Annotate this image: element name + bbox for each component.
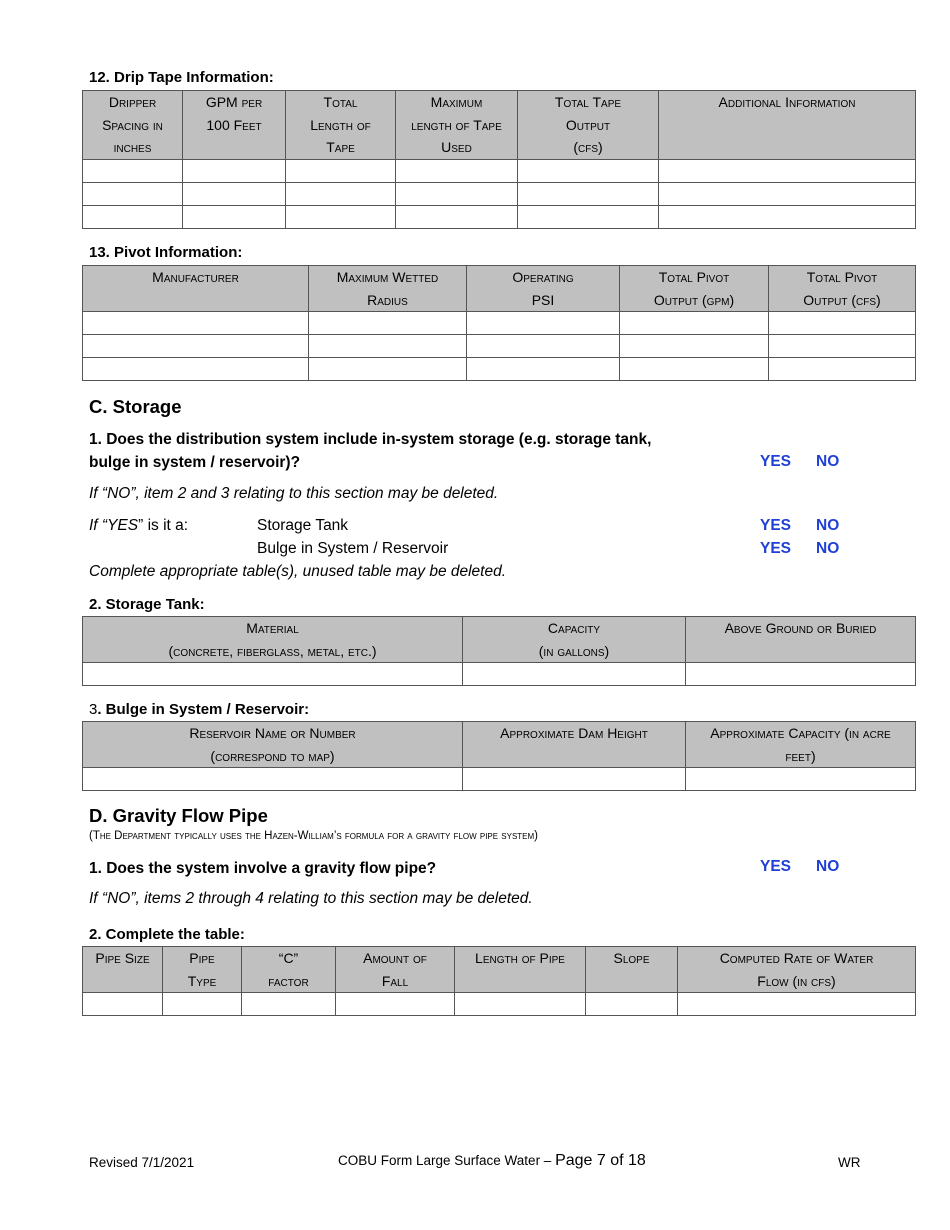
col-header-line: Operating	[512, 269, 574, 285]
drip-tape-col-header-1	[83, 91, 183, 160]
storage-q1-no-option[interactable]: NO	[816, 453, 840, 470]
col-header-line: Material	[246, 620, 299, 636]
gravity-section-title: D. Gravity Flow Pipe	[89, 805, 268, 826]
table-cell[interactable]	[518, 182, 659, 205]
table-row	[83, 993, 916, 1016]
col-header-line: Type	[187, 972, 217, 989]
gravity-col-header-4	[336, 947, 455, 993]
table-cell[interactable]	[463, 768, 686, 791]
footer-page-number: Page 7 of 18	[555, 1152, 646, 1169]
drip-tape-col-header-4	[396, 91, 518, 160]
table-cell[interactable]	[463, 663, 686, 686]
table-cell[interactable]	[83, 312, 309, 335]
table-cell[interactable]	[396, 159, 518, 182]
table-cell[interactable]	[678, 993, 916, 1016]
storage-tank-no-option[interactable]: NO	[816, 517, 840, 534]
storage-question-1	[89, 429, 651, 474]
gravity-col-header-3	[242, 947, 336, 993]
col-header-line: Total Tape	[554, 94, 622, 110]
col-header-line: Capacity	[547, 620, 601, 636]
col-header-line: Length of	[310, 116, 371, 133]
col-header-line: (in gallons)	[538, 642, 610, 659]
bulge-no-option[interactable]: NO	[816, 540, 840, 557]
table-cell[interactable]	[286, 205, 396, 228]
table-row	[83, 358, 916, 381]
bulge-yes-option[interactable]: YES	[760, 540, 792, 557]
col-header-line: (concrete, fiberglass, metal, etc.)	[168, 642, 377, 659]
if-yes-italic: If “YES	[89, 517, 139, 534]
complete-table-note: Complete appropriate table(s), unused table may be deleted.	[89, 563, 507, 580]
storage-question-1-line2: bulge in system / reservoir)?	[89, 453, 301, 471]
storage-tank-col-header-1	[83, 617, 463, 663]
col-header-line: Pipe	[189, 950, 215, 966]
drip-tape-col-header-6	[659, 91, 916, 160]
gravity-col-header-7	[678, 947, 916, 993]
table-cell[interactable]	[309, 335, 467, 358]
table-cell[interactable]	[467, 335, 620, 358]
col-header-line: (correspond to map)	[210, 747, 335, 764]
storage-tank-yes-option[interactable]: YES	[760, 517, 792, 534]
col-header-line: Output (cfs)	[803, 291, 881, 308]
table-cell[interactable]	[620, 358, 769, 381]
gravity-table-heading: 2. Complete the table:	[89, 926, 245, 943]
bulge-table	[82, 721, 916, 791]
table-cell[interactable]	[586, 993, 678, 1016]
table-cell[interactable]	[286, 159, 396, 182]
col-header-line: PSI	[531, 291, 555, 308]
storage-question-1-line1: 1. Does the distribution system include in-system storage (e.g. storage tank,	[89, 431, 652, 448]
gravity-table	[82, 946, 916, 1016]
table-cell[interactable]	[620, 335, 769, 358]
gravity-question-1: 1. Does the system involve a gravity flow pipe?	[89, 860, 437, 877]
table-cell[interactable]	[620, 312, 769, 335]
table-cell[interactable]	[396, 205, 518, 228]
table-row	[83, 768, 916, 791]
footer-code: WR	[838, 1155, 861, 1170]
col-header-line: length of Tape	[411, 116, 502, 133]
table-row	[83, 335, 916, 358]
drip-tape-col-header-5	[518, 91, 659, 160]
pivot-heading: 13. Pivot Information:	[89, 244, 243, 261]
option-storage-tank: Storage Tank	[257, 517, 349, 534]
gravity-col-header-6	[586, 947, 678, 993]
col-header-line: inches	[113, 139, 152, 155]
bulge-heading-text: . Bulge in System / Reservoir:	[97, 701, 310, 718]
col-header-line: Amount of	[363, 950, 427, 966]
if-yes-label	[89, 517, 188, 535]
col-header-line: Radius	[367, 291, 408, 308]
table-cell[interactable]	[659, 205, 916, 228]
col-header-line: Total Pivot	[658, 269, 730, 285]
table-cell[interactable]	[83, 768, 463, 791]
table-cell[interactable]	[183, 182, 286, 205]
bulge-col-header-1	[83, 722, 463, 768]
col-header-line: Above Ground or Buried	[724, 620, 877, 636]
col-header-line: Slope	[613, 950, 650, 966]
col-header-line: GPM per	[205, 94, 263, 110]
table-cell[interactable]	[518, 159, 659, 182]
drip-tape-heading: 12. Drip Tape Information:	[89, 69, 274, 86]
col-header-line: Manufacturer	[152, 269, 239, 285]
table-cell[interactable]	[83, 358, 309, 381]
col-header-line: Flow (in cfs)	[757, 972, 836, 989]
table-cell[interactable]	[83, 159, 183, 182]
table-cell[interactable]	[686, 768, 916, 791]
footer-form	[338, 1152, 646, 1170]
col-header-line: (cfs)	[573, 139, 603, 155]
table-cell[interactable]	[183, 159, 286, 182]
table-cell[interactable]	[659, 159, 916, 182]
pivot-col-header-3	[467, 266, 620, 312]
table-cell[interactable]	[286, 182, 396, 205]
storage-tank-col-header-3	[686, 617, 916, 663]
col-header-line: Additional Information	[718, 94, 856, 110]
table-cell[interactable]	[83, 663, 463, 686]
bulge-col-header-2	[463, 722, 686, 768]
footer-revised: Revised 7/1/2021	[89, 1155, 195, 1170]
bulge-heading-number: 3	[89, 701, 98, 718]
pivot-header-row	[83, 266, 916, 312]
table-cell[interactable]	[396, 182, 518, 205]
col-header-line: Fall	[381, 972, 409, 989]
table-cell[interactable]	[659, 182, 916, 205]
table-cell[interactable]	[336, 993, 455, 1016]
col-header-line: Pipe Size	[95, 950, 150, 966]
col-header-line: Computed Rate of Water	[719, 950, 874, 966]
storage-q1-yes-option[interactable]: YES	[760, 453, 792, 470]
bulge-header-row	[83, 722, 916, 768]
gravity-col-header-1	[83, 947, 163, 993]
table-cell[interactable]	[467, 358, 620, 381]
col-header-line: Maximum Wetted	[336, 269, 439, 285]
pivot-col-header-5	[769, 266, 916, 312]
table-cell[interactable]	[769, 335, 916, 358]
table-cell[interactable]	[83, 993, 163, 1016]
if-yes-rest: ” is it a:	[138, 517, 189, 534]
table-row	[83, 663, 916, 686]
table-row	[83, 182, 916, 205]
storage-tank-col-header-2	[463, 617, 686, 663]
table-cell[interactable]	[83, 335, 309, 358]
gravity-header-row	[83, 947, 916, 993]
drip-tape-table	[82, 90, 916, 229]
col-header-line: Total	[323, 94, 358, 110]
col-header-line: Length of Pipe	[475, 950, 565, 966]
col-header-line: Approximate Dam Height	[500, 725, 648, 741]
pivot-table	[82, 265, 916, 381]
col-header-line: Reservoir Name or Number	[189, 725, 356, 741]
col-header-line: Used	[441, 139, 472, 155]
col-header-line: Total Pivot	[806, 269, 878, 285]
col-header-line: 100 Feet	[206, 116, 262, 133]
table-cell[interactable]	[686, 663, 916, 686]
table-cell[interactable]	[518, 205, 659, 228]
gravity-col-header-2	[163, 947, 242, 993]
gravity-col-header-5	[455, 947, 586, 993]
gravity-no-note: If “NO”, items 2 through 4 relating to this section may be deleted.	[89, 890, 533, 907]
col-header-line: Dripper	[108, 94, 157, 110]
storage-no-note: If “NO”, item 2 and 3 relating to this section may be deleted.	[89, 485, 499, 502]
col-header-line: Tape	[326, 139, 355, 155]
gravity-subtitle: (The Department typically uses the Hazen-William’s formula for a gravity flow pipe system)	[89, 830, 539, 842]
col-header-line: factor	[268, 972, 309, 989]
col-header-line: Output (gpm)	[653, 291, 735, 308]
storage-section-title: C. Storage	[89, 396, 182, 417]
option-bulge: Bulge in System / Reservoir	[257, 540, 449, 557]
table-cell[interactable]	[83, 205, 183, 228]
col-header-line: Spacing in	[102, 116, 163, 133]
gravity-yes-option[interactable]: YES	[760, 858, 792, 875]
table-cell[interactable]	[309, 312, 467, 335]
col-header-line: Maximum	[430, 94, 483, 110]
table-cell[interactable]	[769, 358, 916, 381]
table-row	[83, 205, 916, 228]
pivot-col-header-1	[83, 266, 309, 312]
table-cell[interactable]	[467, 312, 620, 335]
col-header-line: feet)	[785, 747, 816, 764]
table-cell[interactable]	[183, 205, 286, 228]
pivot-col-header-4	[620, 266, 769, 312]
table-row	[83, 159, 916, 182]
drip-tape-col-header-2	[183, 91, 286, 160]
col-header-line: Output	[565, 116, 611, 133]
pivot-col-header-2	[309, 266, 467, 312]
storage-tank-table	[82, 616, 916, 686]
table-cell[interactable]	[83, 182, 183, 205]
drip-tape-col-header-3	[286, 91, 396, 160]
table-cell[interactable]	[242, 993, 336, 1016]
bulge-col-header-3	[686, 722, 916, 768]
gravity-no-option[interactable]: NO	[816, 858, 840, 875]
table-cell[interactable]	[769, 312, 916, 335]
table-row	[83, 312, 916, 335]
storage-tank-heading: 2. Storage Tank:	[89, 596, 205, 613]
storage-tank-header-row	[83, 617, 916, 663]
col-header-line: “C”	[278, 950, 299, 966]
drip-tape-header-row	[83, 91, 916, 160]
col-header-line: Approximate Capacity (in acre	[710, 725, 891, 741]
table-cell[interactable]	[455, 993, 586, 1016]
bulge-heading	[89, 701, 309, 718]
footer-form-name: COBU Form Large Surface Water –	[338, 1153, 556, 1168]
table-cell[interactable]	[163, 993, 242, 1016]
table-cell[interactable]	[309, 358, 467, 381]
